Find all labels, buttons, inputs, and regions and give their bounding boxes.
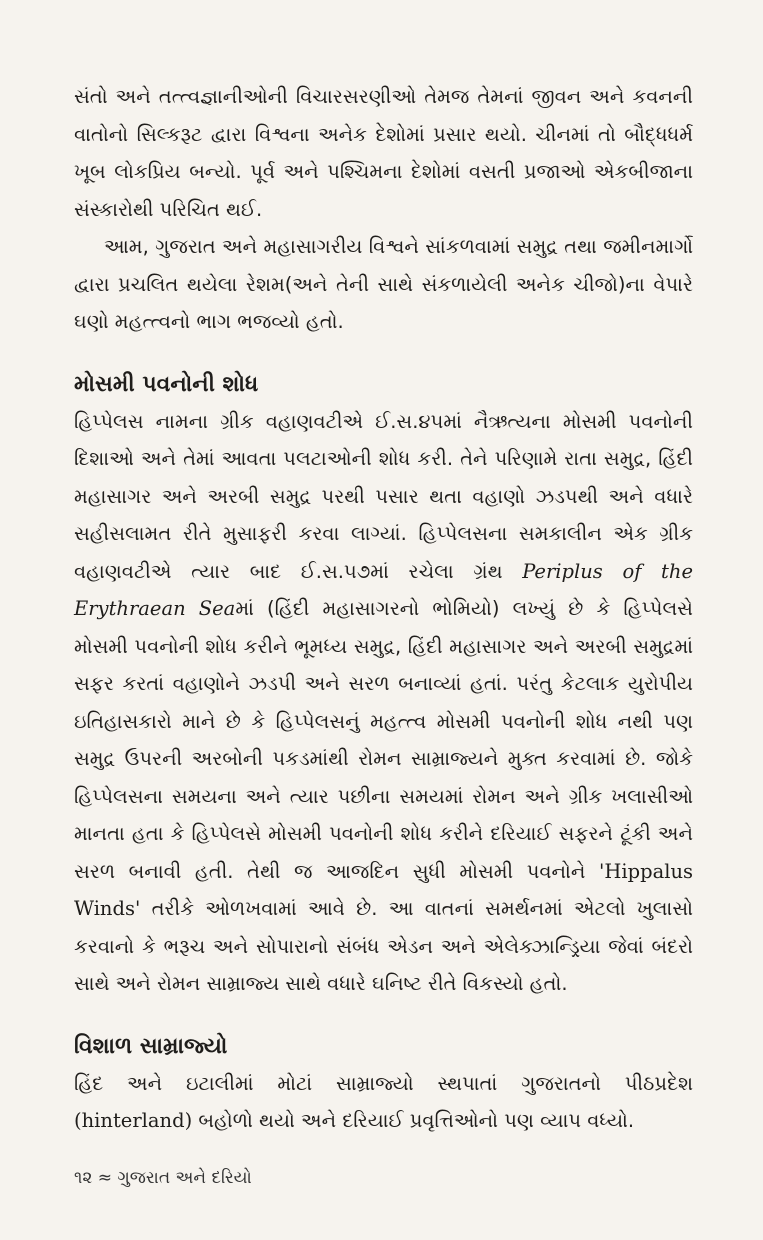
monsoon-text-a: હિપ્પેલસ નામના ગ્રીક વહાણવટીએ ઈ.સ.૪૫માં નૈઋત્યના મોસમી પવનોની દિશાઓ અને તેમાં આવતા પલટાઓની શોધ કરી. તેને પરિણામે રાતા સમુદ્ર, હિંદી મહાસાગર અને અરબી સમુદ્ર પરથી પસાર થતા વહાણો ઝડપથી અને વધારે સહીસલામત રીતે મુસાફરી કરવા લાગ્યાં. હિપ્પેલસના સમકાલીન એક ગ્રીક વહાણવટીએ ત્યાર બાદ ઈ.સ.૫૭માં રચેલા ગ્રંથ — [74, 409, 693, 583]
monsoon-text-c: તરીકે ઓળખવામાં આવે છે. આ વાતનાં સમર્થનમાં એટલો ખુલાસો કરવાનો કે ભરૂચ અને સોપારાનો સંબંધ એડન અને એલેક્ઝાન્ડ્રિયા જેવાં બંદરો સાથે અને રોમન સામ્રાજ્ય સાથે વધારે ઘનિષ્ટ રીતે વિકસ્યો હતો. — [74, 897, 693, 995]
footer-separator: ≈ — [97, 1168, 112, 1188]
monsoon-text-b: માં (હિંદી મહાસાગરનો ભોમિયો) લખ્યું છે કે હિપ્પેલસે મોસમી પવનોની શોધ કરીને ભૂમધ્ય સમુદ્ર, હિંદી મહાસાગર અને અરબી સમુદ્રમાં સફર કરતાં વહાણોને ઝડપી અને સરળ બનાવ્યાં હતાં. પરંતુ કેટલાક યુરોપીય ઇતિહાસકારો માને છે કે હિપ્પેલસનું મહત્ત્વ મોસમી પવનોની શોધ નથી પણ સમુદ્ર ઉપરની અરબોની પકડમાંથી રોમન સામ્રાજ્યને મુક્ત કરવામાં છે. જોકે હિપ્પેલસના સમયના અને ત્યાર પછીના સમયમાં રોમન અને ગ્રીક ખલાસીઓ માનતા હતા કે હિપ્પેલસે મોસમી પવનોની શોધ કરીને દરિયાઈ સફરને ટૂંકી અને સરળ બનાવી હતી. તેથી જ આજદિન સુધી મોસમી પવનોને — [74, 597, 693, 883]
page-footer — [74, 1168, 252, 1188]
empires-text-b: બહોળો થયો અને દરિયાઈ પ્રવૃત્તિઓનો પણ વ્યાપ વધ્યો. — [198, 1109, 635, 1132]
paragraph-intro-2: આમ, ગુજરાત અને મહાસાગરીય વિશ્વને સાંકળવામાં સમુદ્ર તથા જમીનમાર્ગો દ્વારા પ્રચલિત થયેલા રેશમ(અને તેની સાથે સંકળાયેલી અનેક ચીજો)ના વેપારે ઘણો મહત્ત્વનો ભાગ ભજવ્યો હતો. — [74, 235, 693, 333]
hippalus-winds-term: 'Hippalus Winds' — [74, 859, 694, 920]
paragraph-monsoon — [74, 403, 693, 1003]
empires-text-a: હિંદ અને ઇટાલીમાં મોટાં સામ્રાજ્યો સ્થપાતાં ગુજરાતનો પીઠપ્રદેશ — [74, 1071, 693, 1095]
book-title-periplus: Periplus of the Erythraean Sea — [74, 559, 693, 620]
section-heading-empires: વિશાળ સામ્રાજ્યો — [74, 1033, 228, 1059]
hinterland-term: (hinterland) — [74, 1109, 193, 1132]
paragraph-empires — [74, 1065, 693, 1140]
paragraph-intro-1: સંતો અને તત્ત્વજ્ઞાનીઓની વિચારસરણીઓ તેમજ તેમનાં જીવન અને કવનની વાતોનો સિલ્કરૂટ દ્વારા વિશ્વના અનેક દેશોમાં પ્રસાર થયો. ચીનમાં તો બૌદ્ધધર્મ ખૂબ લોકપ્રિય બન્યો. પૂર્વ અને પશ્ચિમના દેશોમાં વસતી પ્રજાઓ એકબીજાના સંસ્કારોથી પરિચિત થઈ. — [74, 85, 693, 221]
footer-book-title: ગુજરાત અને દરિયો — [117, 1168, 252, 1188]
section-heading-monsoon: મોસમી પવનોની શોધ — [74, 371, 259, 397]
page-number: ૧૨ — [74, 1168, 93, 1188]
